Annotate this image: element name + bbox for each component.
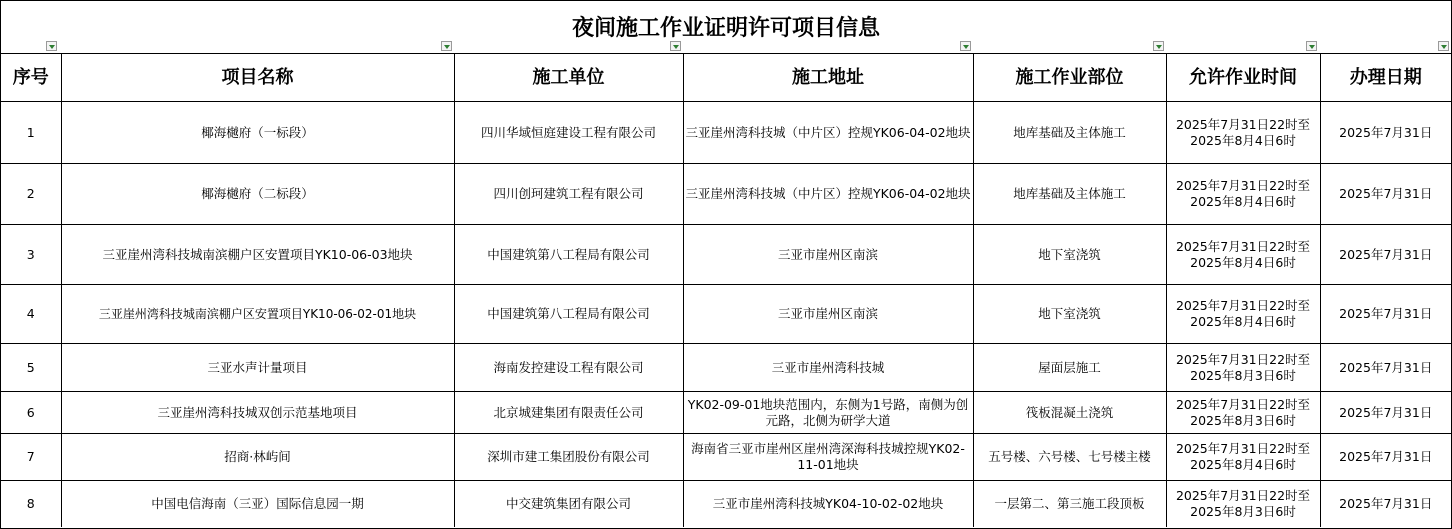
cell-date[interactable]: 2025年7月31日 <box>1320 285 1451 344</box>
cell-no[interactable]: 1 <box>1 102 61 164</box>
cell-work-part[interactable]: 地库基础及主体施工 <box>973 102 1166 164</box>
cell-unit[interactable]: 中国建筑第八工程局有限公司 <box>454 285 683 344</box>
column-header[interactable]: 序号 <box>1 54 61 102</box>
cell-work-part[interactable]: 筏板混凝土浇筑 <box>973 392 1166 434</box>
table-row <box>1 481 1451 527</box>
cell-address[interactable]: YK02-09-01地块范围内，东侧为1号路，南侧为创元路，北侧为研学大道 <box>683 392 973 434</box>
table-row <box>1 164 1451 225</box>
cell-work-part[interactable]: 一层第二、第三施工段顶板 <box>973 481 1166 527</box>
cell-project-name[interactable]: 中国电信海南（三亚）国际信息园一期 <box>61 481 454 527</box>
cell-project-name[interactable]: 三亚崖州湾科技城南滨棚户区安置项目YK10-06-02-01地块 <box>61 285 454 344</box>
cell-date[interactable]: 2025年7月31日 <box>1320 392 1451 434</box>
cell-work-part[interactable]: 地下室浇筑 <box>973 285 1166 344</box>
column-header[interactable]: 办理日期 <box>1320 54 1451 102</box>
cell-date[interactable]: 2025年7月31日 <box>1320 481 1451 527</box>
cell-unit[interactable]: 海南发控建设工程有限公司 <box>454 344 683 392</box>
cell-address[interactable]: 三亚市崖州湾科技城YK04-10-02-02地块 <box>683 481 973 527</box>
cell-no[interactable]: 2 <box>1 164 61 225</box>
cell-work-part[interactable]: 屋面层施工 <box>973 344 1166 392</box>
cell-unit[interactable]: 四川创珂建筑工程有限公司 <box>454 164 683 225</box>
filter-dropdown-icon[interactable] <box>1153 41 1164 51</box>
cell-project-name[interactable]: 三亚崖州湾科技城双创示范基地项目 <box>61 392 454 434</box>
column-header[interactable]: 施工作业部位 <box>973 54 1166 102</box>
cell-address[interactable]: 海南省三亚市崖州区崖州湾深海科技城控规YK02-11-01地块 <box>683 434 973 481</box>
cell-date[interactable]: 2025年7月31日 <box>1320 434 1451 481</box>
cell-project-name[interactable]: 椰海樾府（一标段） <box>61 102 454 164</box>
cell-no[interactable]: 8 <box>1 481 61 527</box>
cell-unit[interactable]: 北京城建集团有限责任公司 <box>454 392 683 434</box>
column-header[interactable]: 项目名称 <box>61 54 454 102</box>
cell-date[interactable]: 2025年7月31日 <box>1320 102 1451 164</box>
filter-dropdown-icon[interactable] <box>46 41 57 51</box>
cell-allowed-time[interactable]: 2025年7月31日22时至2025年8月4日6时 <box>1166 164 1320 225</box>
column-header[interactable]: 施工单位 <box>454 54 683 102</box>
cell-address[interactable]: 三亚市崖州湾科技城 <box>683 344 973 392</box>
sheet-title: 夜间施工作业证明许可项目信息 <box>571 16 880 41</box>
cell-project-name[interactable]: 三亚水声计量项目 <box>61 344 454 392</box>
cell-no[interactable]: 6 <box>1 392 61 434</box>
cell-address[interactable]: 三亚市崖州区南滨 <box>683 285 973 344</box>
table-row <box>1 434 1451 481</box>
filter-dropdown-icon[interactable] <box>1438 41 1449 51</box>
cell-allowed-time[interactable]: 2025年7月31日22时至2025年8月4日6时 <box>1166 434 1320 481</box>
cell-address[interactable]: 三亚崖州湾科技城（中片区）控规YK06-04-02地块 <box>683 164 973 225</box>
header-row <box>1 54 1451 102</box>
cell-unit[interactable]: 中交建筑集团有限公司 <box>454 481 683 527</box>
cell-date[interactable]: 2025年7月31日 <box>1320 225 1451 285</box>
column-header[interactable]: 施工地址 <box>683 54 973 102</box>
cell-allowed-time[interactable]: 2025年7月31日22时至2025年8月3日6时 <box>1166 344 1320 392</box>
cell-work-part[interactable]: 地下室浇筑 <box>973 225 1166 285</box>
project-table <box>1 54 1451 527</box>
cell-unit[interactable]: 深圳市建工集团股份有限公司 <box>454 434 683 481</box>
cell-address[interactable]: 三亚市崖州区南滨 <box>683 225 973 285</box>
cell-allowed-time[interactable]: 2025年7月31日22时至2025年8月3日6时 <box>1166 392 1320 434</box>
cell-allowed-time[interactable]: 2025年7月31日22时至2025年8月3日6时 <box>1166 481 1320 527</box>
filter-dropdown-icon[interactable] <box>441 41 452 51</box>
column-header[interactable]: 允许作业时间 <box>1166 54 1320 102</box>
cell-project-name[interactable]: 招商·林屿间 <box>61 434 454 481</box>
cell-project-name[interactable]: 椰海樾府（二标段） <box>61 164 454 225</box>
table-row <box>1 285 1451 344</box>
cell-no[interactable]: 3 <box>1 225 61 285</box>
cell-address[interactable]: 三亚崖州湾科技城（中片区）控规YK06-04-02地块 <box>683 102 973 164</box>
cell-date[interactable]: 2025年7月31日 <box>1320 344 1451 392</box>
title-row <box>1 1 1451 54</box>
cell-work-part[interactable]: 五号楼、六号楼、七号楼主楼 <box>973 434 1166 481</box>
cell-allowed-time[interactable]: 2025年7月31日22时至2025年8月4日6时 <box>1166 102 1320 164</box>
cell-project-name[interactable]: 三亚崖州湾科技城南滨棚户区安置项目YK10-06-03地块 <box>61 225 454 285</box>
cell-allowed-time[interactable]: 2025年7月31日22时至2025年8月4日6时 <box>1166 225 1320 285</box>
filter-dropdown-icon[interactable] <box>670 41 681 51</box>
cell-no[interactable]: 5 <box>1 344 61 392</box>
cell-unit[interactable]: 四川华域恒庭建设工程有限公司 <box>454 102 683 164</box>
filter-dropdown-icon[interactable] <box>1306 41 1317 51</box>
table-row <box>1 392 1451 434</box>
cell-work-part[interactable]: 地库基础及主体施工 <box>973 164 1166 225</box>
table-row <box>1 344 1451 392</box>
cell-unit[interactable]: 中国建筑第八工程局有限公司 <box>454 225 683 285</box>
cell-date[interactable]: 2025年7月31日 <box>1320 164 1451 225</box>
cell-allowed-time[interactable]: 2025年7月31日22时至2025年8月4日6时 <box>1166 285 1320 344</box>
cell-no[interactable]: 7 <box>1 434 61 481</box>
filter-dropdown-icon[interactable] <box>960 41 971 51</box>
table-row <box>1 102 1451 164</box>
table-row <box>1 225 1451 285</box>
cell-no[interactable]: 4 <box>1 285 61 344</box>
